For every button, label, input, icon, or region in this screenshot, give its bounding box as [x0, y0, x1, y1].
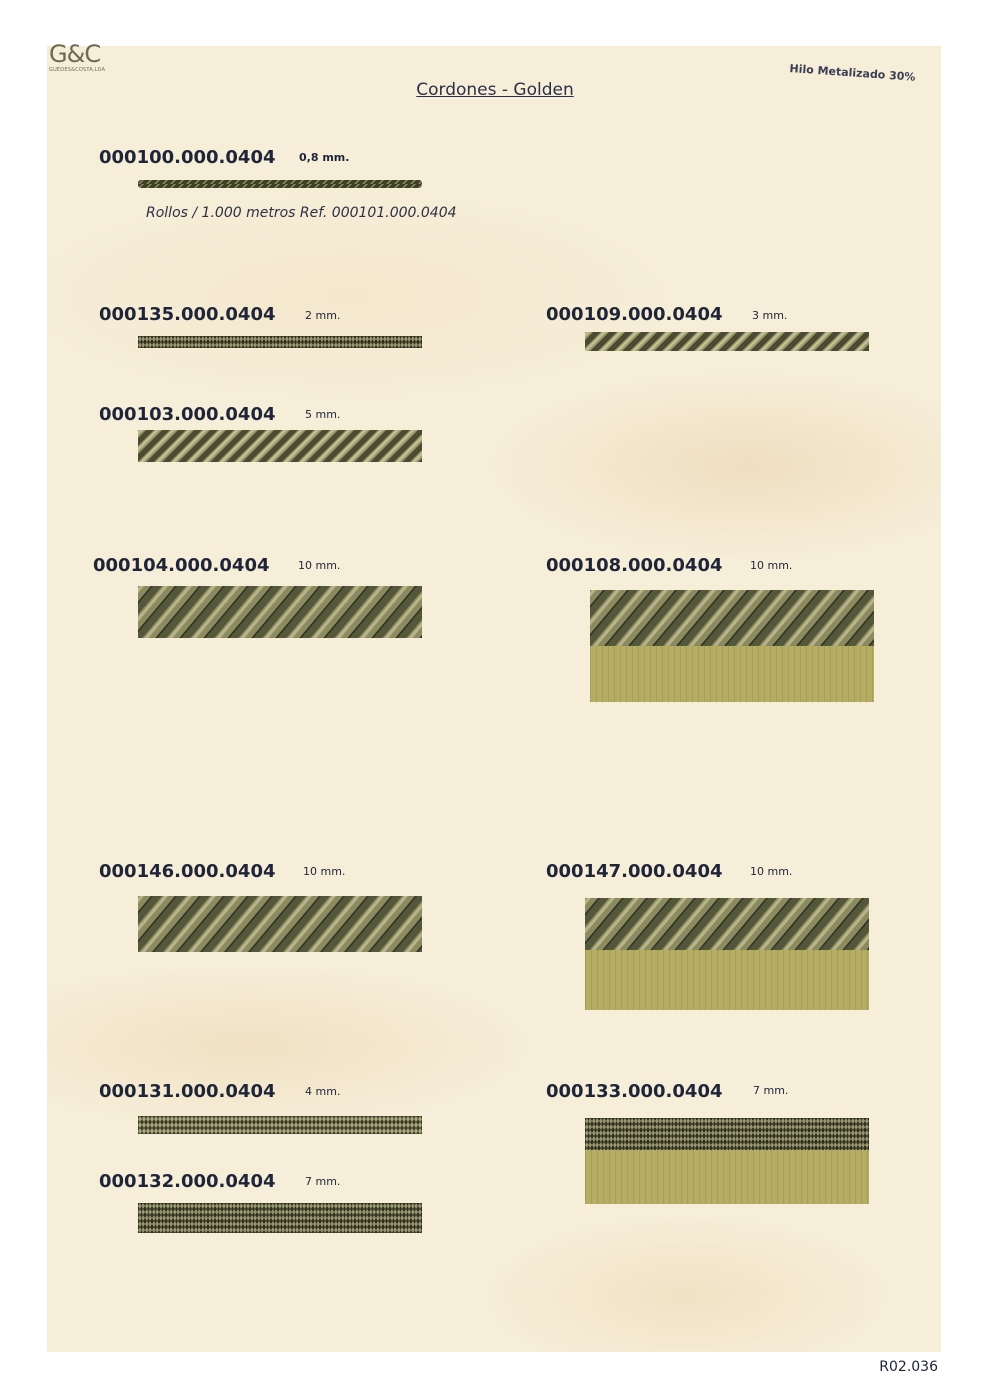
cord-swatch: [138, 896, 422, 952]
cord-swatch: [138, 336, 422, 348]
roll-note: Rollos / 1.000 metros Ref. 000101.000.0404: [146, 205, 457, 221]
product-code: 000132.000.0404: [99, 1171, 276, 1192]
cord-swatch: [585, 332, 869, 351]
page-reference: R02.036: [879, 1359, 938, 1375]
product-code: 000146.000.0404: [99, 861, 276, 882]
composition-label: Hilo Metalizado 30%: [789, 62, 916, 84]
product-code: 000133.000.0404: [546, 1081, 723, 1102]
product-size: 10 mm.: [303, 865, 346, 878]
product-code: 000108.000.0404: [546, 555, 723, 576]
product-size: 10 mm.: [298, 559, 341, 572]
cord-swatch: [138, 180, 422, 188]
cord-swatch: [138, 1116, 422, 1134]
product-size: 3 mm.: [752, 309, 788, 322]
product-size: 10 mm.: [750, 865, 793, 878]
piping-cord-swatch: [585, 1118, 869, 1204]
piping-cord-swatch: [590, 590, 874, 702]
product-code: 000147.000.0404: [546, 861, 723, 882]
product-size: 2 mm.: [305, 309, 341, 322]
product-size: 5 mm.: [305, 408, 341, 421]
piping-cord-swatch: [585, 898, 869, 1010]
page-title: Cordones - Golden: [416, 80, 574, 100]
product-size: 0,8 mm.: [299, 151, 350, 164]
product-code: 000103.000.0404: [99, 404, 276, 425]
cord-swatch: [138, 430, 422, 462]
logo-tagline: GUEDES&COSTA,LDA: [49, 67, 106, 73]
product-size: 7 mm.: [305, 1175, 341, 1188]
product-code: 000109.000.0404: [546, 304, 723, 325]
logo-mark: G&C: [49, 40, 101, 68]
product-code: 000135.000.0404: [99, 304, 276, 325]
product-size: 10 mm.: [750, 559, 793, 572]
product-size: 4 mm.: [305, 1085, 341, 1098]
product-code: 000104.000.0404: [93, 555, 270, 576]
brand-logo: [49, 42, 129, 73]
cord-swatch: [138, 1203, 422, 1233]
cord-swatch: [138, 586, 422, 638]
product-code: 000131.000.0404: [99, 1081, 276, 1102]
product-size: 7 mm.: [753, 1084, 789, 1097]
product-code: 000100.000.0404: [99, 147, 276, 168]
